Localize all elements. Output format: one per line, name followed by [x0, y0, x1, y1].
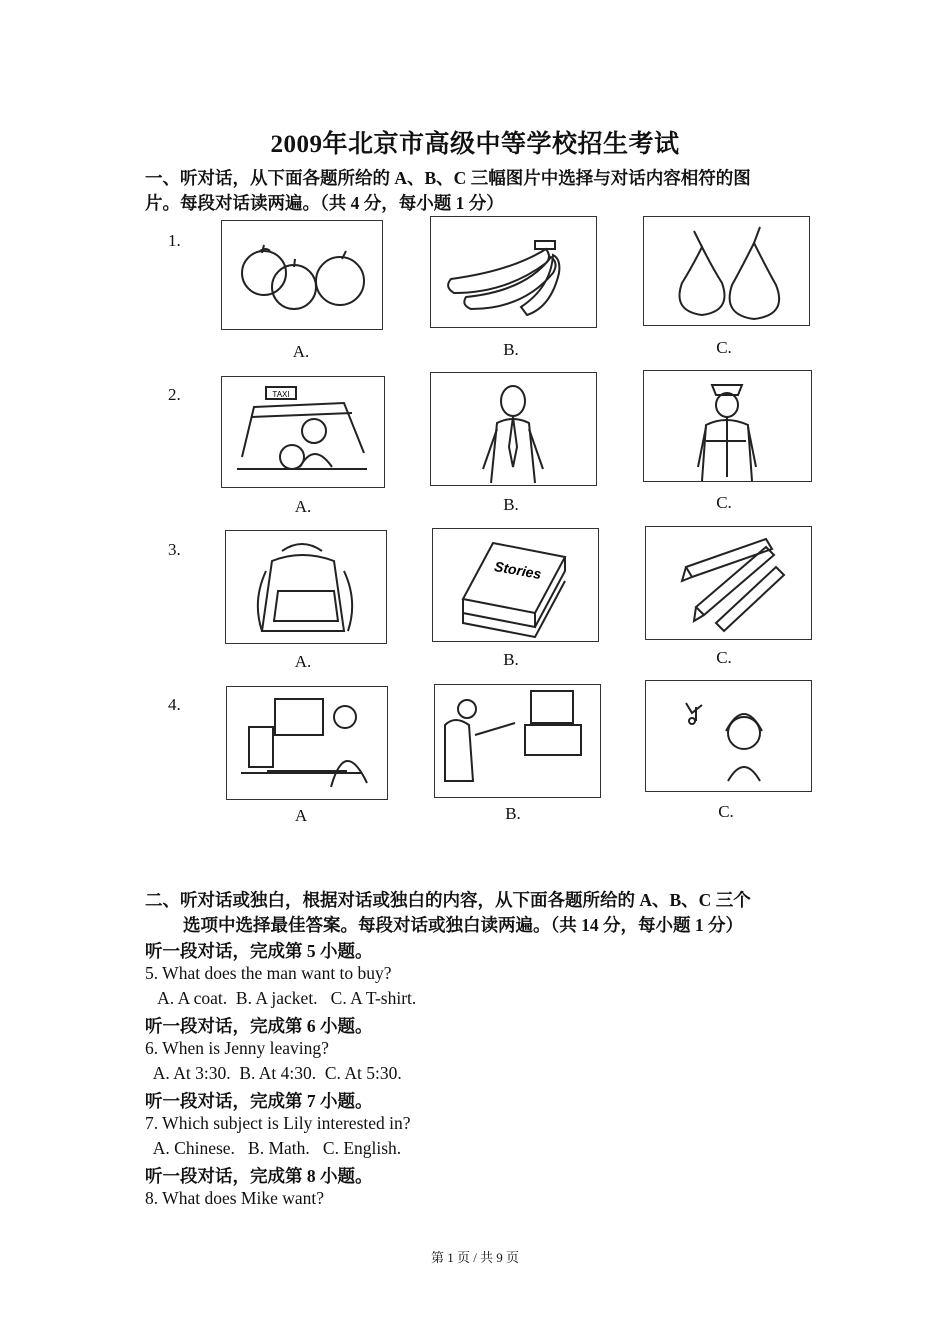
q2-option-c: C.: [716, 493, 732, 512]
old-man-icon: [430, 372, 597, 486]
question-3-number: 3.: [168, 540, 181, 559]
page-footer: 第 1 页 / 共 9 页: [430, 1250, 520, 1265]
q3-option-a: A.: [294, 652, 312, 671]
girl-at-computer-icon: [226, 686, 388, 800]
section1-line2: 片。每段对话读两遍。（共 4 分，每小题 1 分）: [145, 193, 504, 213]
question-5-options: A. A coat. B. A jacket. C. A T-shirt.: [145, 988, 417, 1008]
question-8: 8. What does Mike want?: [145, 1188, 325, 1208]
taxi-sign-text: TAXI: [272, 390, 290, 399]
q3-option-b: B.: [503, 650, 519, 669]
section2-line1: 二、听对话或独白，根据对话或独白的内容，从下面各题所给的 A、B、C 三个: [145, 890, 751, 910]
police-officer-icon: [643, 370, 812, 482]
q1-option-c: C.: [716, 338, 732, 357]
book-cover-text: Stories: [493, 558, 543, 583]
question-4-number: 4.: [168, 695, 181, 714]
taxi-driver-icon: [221, 376, 385, 488]
question-7-options: A. Chinese. B. Math. C. English.: [145, 1138, 402, 1158]
exam-title: 2009年北京市高级中等学校招生考试: [270, 131, 680, 158]
q2-option-a: A.: [294, 497, 312, 516]
q3-option-c: C.: [716, 648, 732, 667]
backpack-icon: [225, 530, 387, 644]
q4-option-a: A: [294, 806, 308, 825]
question-5: 5. What does the man want to buy?: [145, 963, 392, 983]
question-1-number: 1.: [168, 231, 181, 250]
question-2-number: 2.: [168, 385, 181, 404]
section1-instructions: [145, 166, 815, 216]
section2-instructions: [145, 888, 825, 938]
question-7: 7. Which subject is Lily interested in?: [145, 1113, 411, 1133]
girl-with-headphones-icon: [645, 680, 812, 792]
section2-line2: 选项中选择最佳答案。每段对话或独白读两遍。（共 14 分，每小题 1 分）: [183, 915, 743, 935]
q4-option-c: C.: [718, 802, 734, 821]
person-watching-tv-icon: [434, 684, 601, 798]
q2-option-b: B.: [503, 495, 519, 514]
instruction-6: 听一段对话，完成第 6 小题。: [145, 1016, 373, 1036]
question-6: 6. When is Jenny leaving?: [145, 1038, 329, 1058]
instruction-5: 听一段对话，完成第 5 小题。: [145, 941, 373, 961]
q1-option-a: A.: [292, 342, 310, 361]
q1-option-b: B.: [503, 340, 519, 359]
section1-line1: 一、听对话，从下面各题所给的 A、B、C 三幅图片中选择与对话内容相符的图: [145, 168, 751, 188]
q4-option-b: B.: [505, 804, 521, 823]
instruction-7: 听一段对话，完成第 7 小题。: [145, 1091, 373, 1111]
apples-icon: [221, 220, 383, 330]
bananas-icon: [430, 216, 597, 328]
question-6-options: A. At 3:30. B. At 4:30. C. At 5:30.: [145, 1063, 402, 1083]
instruction-8: 听一段对话，完成第 8 小题。: [145, 1166, 373, 1186]
storybooks-icon: [432, 528, 599, 642]
pears-icon: [643, 216, 810, 326]
pencils-icon: [645, 526, 812, 640]
